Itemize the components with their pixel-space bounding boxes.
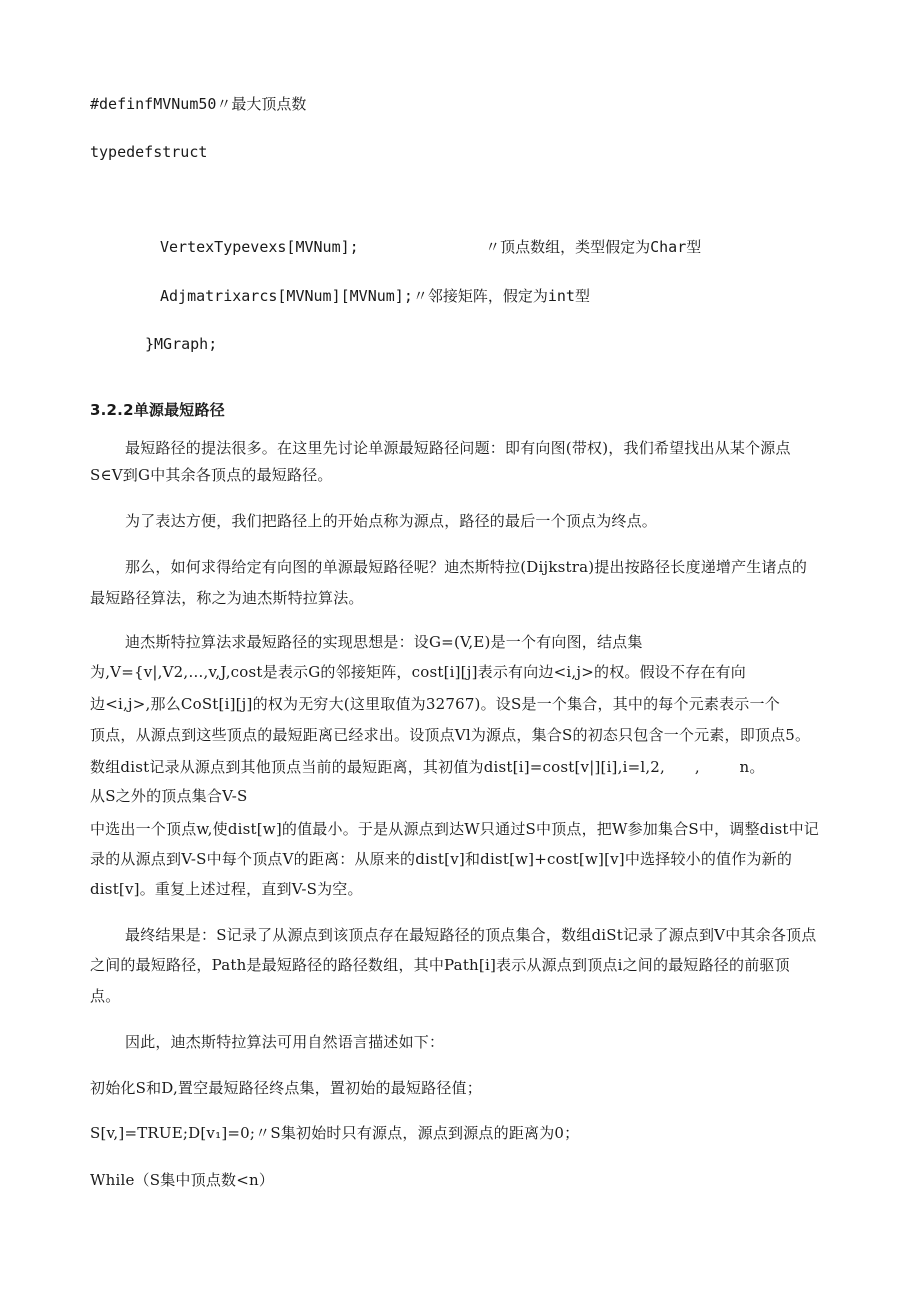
paragraph-5-line-3: 点。 [90,987,121,1005]
define-line: #definfMVNum50〃最大顶点数 [90,95,307,113]
paragraph-4-line-5: 数组dist记录从源点到其他顶点当前的最短距离，其初值为dist[i]=cost[v|][i],i=l,2, , n。 [90,758,765,776]
typedef-line: typedefstruct [90,143,208,161]
paragraph-2: 为了表达方便，我们把路径上的开始点称为源点，路径的最后一个顶点为终点。 [125,512,658,530]
paragraph-4-line-6: 从S之外的顶点集合V-S [90,787,248,805]
algorithm-line-2: S[v,]=TRUE;D[v₁]=0;〃S集初始时只有源点，源点到源点的距离为0； [90,1124,580,1142]
algorithm-line-3: While（S集中顶点数<n） [90,1171,275,1189]
paragraph-5-line-2: 之间的最短路径，Path是最短路径的路径数组，其中Path[i]表示从源点到顶点i之间的最短路径的前驱顶 [90,956,790,974]
paragraph-4-line-7: 中选出一个顶点w,使dist[w]的值最小。于是从源点到达W只通过S中顶点，把W参加集合S中，调整dist中记 [90,820,820,838]
vexs-line: VertexTypevexs[MVNum]; 〃顶点数组，类型假定为Char型 [160,238,702,256]
paragraph-6: 因此，迪杰斯特拉算法可用自然语言描述如下： [125,1033,445,1051]
paragraph-4-line-1: 迪杰斯特拉算法求最短路径的实现思想是：设G=(V,E)是一个有向图，结点集 [125,633,643,651]
paragraph-3-line-2: 最短路径算法，称之为迪杰斯特拉算法。 [90,589,364,607]
paragraph-4-line-3: 边<i,j>,那么CoSt[i][j]的权为无穷大(这里取值为32767)。设S是一个集合，其中的每个元素表示一个 [90,695,780,713]
paragraph-4-line-4: 顶点，从源点到这些顶点的最短距离已经求出。设顶点Vl为源点，集合S的初态只包含一个元素，即顶点5。 [90,726,811,744]
arcs-line: Adjmatrixarcs[MVNum][MVNum];〃邻接矩阵，假定为int型 [160,287,590,305]
paragraph-5-line-1: 最终结果是：S记录了从源点到该顶点存在最短路径的顶点集合，数组diSt记录了源点到V中其余各顶点 [125,926,817,944]
paragraph-1-line-1: 最短路径的提法很多。在这里先讨论单源最短路径问题：即有向图(带权)，我们希望找出从某个源点 [125,439,791,457]
paragraph-3-line-1: 那么，如何求得给定有向图的单源最短路径呢？迪杰斯特拉(Dijkstra)提出按路径长度递增产生诸点的 [125,558,808,576]
algorithm-line-1: 初始化S和D,置空最短路径终点集，置初始的最短路径值； [90,1079,482,1097]
paragraph-1-line-2: S∈V到G中其余各顶点的最短路径。 [90,466,333,484]
section-heading: 3.2.2单源最短路径 [90,401,225,419]
close-line: }MGraph; [145,335,218,353]
paragraph-4-line-8: 录的从源点到V-S中每个顶点V的距离：从原来的dist[v]和dist[w]+cost[w][v]中选择较小的值作为新的 [90,850,793,868]
paragraph-4-line-9: dist[v]。重复上述过程，直到V-S为空。 [90,880,363,898]
paragraph-4-line-2: 为,V={v|,V2,…,v,J,cost是表示G的邻接矩阵，cost[i][j]表示有向边<i,j>的权。假设不存在有向 [90,663,746,681]
